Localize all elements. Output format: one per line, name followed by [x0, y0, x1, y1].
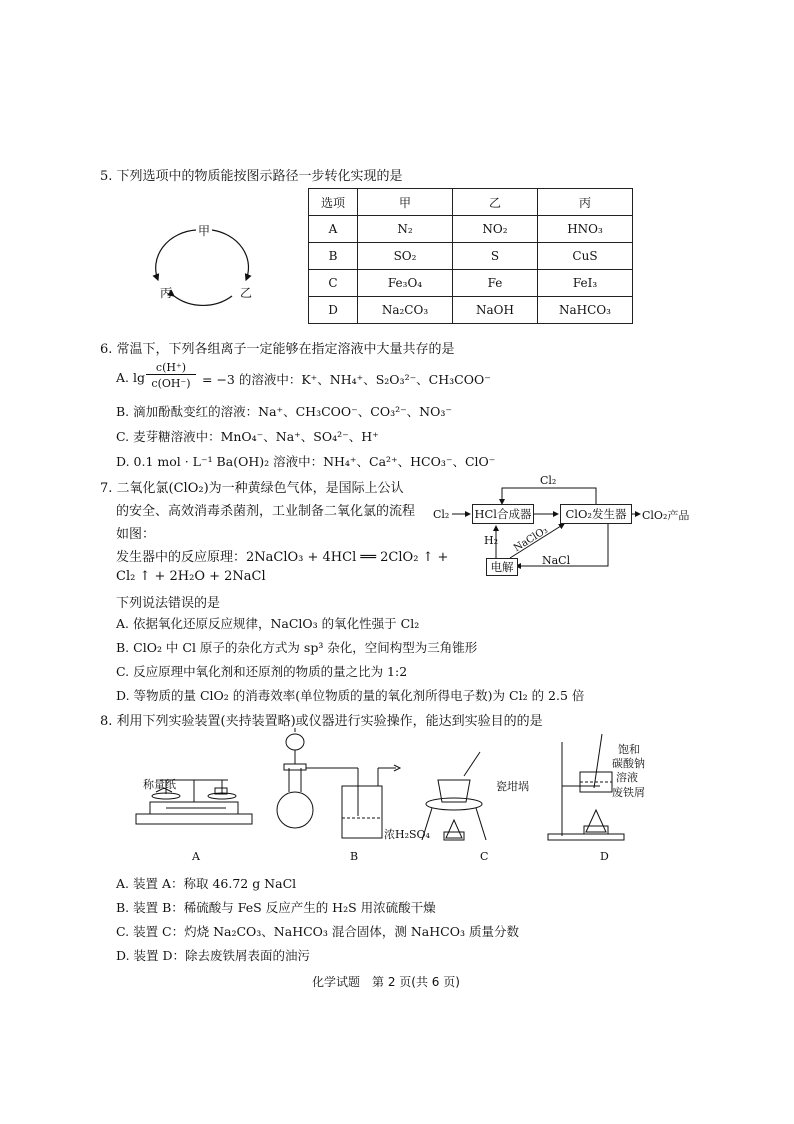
q6-stem: 6. 常温下，下列各组离子一定能够在指定溶液中大量共存的是: [100, 342, 455, 357]
cell: Na₂CO₃: [358, 297, 453, 324]
figure-label-b: B: [350, 850, 359, 863]
figure-label-a: A: [192, 850, 200, 863]
q7-line5: Cl₂ ↑ + 2H₂O + 2NaCl: [116, 569, 266, 584]
callout-d-solution: 溶液: [616, 771, 638, 784]
callout-d-sodium-carbonate: 碳酸钠: [612, 757, 645, 770]
cell: FeI₃: [538, 270, 633, 297]
page-footer: 化学试题 第 2 页(共 6 页): [312, 975, 460, 989]
figure-label-c: C: [480, 850, 489, 863]
q6-option-a-prefix: A. lg: [116, 370, 145, 385]
q8-option-c: C. 装置 C：灼烧 Na₂CO₃、NaHCO₃ 混合固体，测 NaHCO₃ 质量分数: [116, 924, 519, 939]
callout-weighing-paper: 称量纸: [143, 778, 176, 791]
gas-generator-figure: [277, 728, 400, 838]
callout-d-saturated: 饱和: [618, 743, 640, 756]
cell: HNO₃: [538, 216, 633, 243]
q8-option-d: D. 装置 D：除去废铁屑表面的油污: [116, 948, 311, 963]
q8-stem: 8. 利用下列实验装置(夹持装置略)或仪器进行实验操作，能达到实验目的的是: [100, 714, 543, 729]
cycle-jia: 甲: [198, 224, 211, 238]
cell: A: [309, 216, 358, 243]
flow-naclo3: NaClO₃: [511, 524, 550, 555]
figure-label-d: D: [600, 850, 609, 863]
flow-h2: H₂: [484, 534, 499, 547]
q7-line2: 的安全、高效消毒杀菌剂，工业制备二氧化氯的流程: [116, 504, 416, 519]
flow-cl2-top: Cl₂: [540, 474, 557, 487]
q8-option-a: A. 装置 A：称取 46.72 g NaCl: [116, 876, 297, 891]
q6-option-a-text: = −3 的溶液中：K⁺、NH₄⁺、S₂O₃²⁻、CH₃COO⁻: [202, 372, 491, 387]
q7-line4: 发生器中的反应原理：2NaClO₃ + 4HCl ══ 2ClO₂ ↑ +: [116, 550, 449, 565]
callout-d-scrap-iron: 废铁屑: [612, 786, 645, 799]
cycle-yi: 乙: [240, 286, 253, 300]
cell: NaHCO₃: [538, 297, 633, 324]
cell: D: [309, 297, 358, 324]
cell: B: [309, 243, 358, 270]
callout-porcelain-crucible: 瓷坩埚: [496, 780, 529, 793]
q5-stem: 5. 下列选项中的物质能按图示路径一步转化实现的是: [100, 169, 403, 184]
q7-option-c: C. 反应原理中氧化剂和还原剂的物质的量之比为 1:2: [116, 664, 408, 679]
th-bing: 丙: [538, 189, 633, 216]
q7-flow-diagram: [430, 474, 700, 584]
flow-hcl-box: HCl合成器: [472, 504, 534, 524]
cell: Fe₃O₄: [358, 270, 453, 297]
crucible-figure: [422, 752, 486, 840]
q6-option-d: D. 0.1 mol · L⁻¹ Ba(OH)₂ 溶液中：NH₄⁺、Ca²⁺、HCO₃⁻、ClO⁻: [116, 454, 496, 469]
flow-cl2-in: Cl₂: [433, 508, 450, 521]
cell: NaOH: [453, 297, 538, 324]
th-jia: 甲: [358, 189, 453, 216]
cell: N₂: [358, 216, 453, 243]
flow-clo2-box: ClO₂发生器: [560, 504, 632, 524]
th-yi: 乙: [453, 189, 538, 216]
q5-options-table: [308, 188, 633, 324]
q7-line6: 下列说法错误的是: [116, 596, 221, 611]
flow-nacl: NaCl: [542, 554, 571, 567]
q6-option-b: B. 滴加酚酞变红的溶液：Na⁺、CH₃COO⁻、CO₃²⁻、NO₃⁻: [116, 404, 452, 419]
q7-option-a: A. 依据氧化还原反应规律，NaClO₃ 的氧化性强于 Cl₂: [116, 616, 420, 631]
callout-conc-h2so4: 浓H₂SO₄: [384, 828, 430, 841]
q8-option-b: B. 装置 B：稀硫酸与 FeS 反应产生的 H₂S 用浓硫酸干燥: [116, 900, 436, 915]
q6-option-a-denominator: c(OH⁻): [151, 377, 191, 390]
q7-option-b: B. ClO₂ 中 Cl 原子的杂化方式为 sp³ 杂化，空间构型为三角锥形: [116, 640, 478, 655]
q6-option-a-numerator: c(H⁺): [146, 361, 196, 375]
cell: S: [453, 243, 538, 270]
flow-electrolysis-box: 电解: [486, 558, 518, 576]
flow-product: ClO₂产品: [642, 509, 690, 522]
cell: C: [309, 270, 358, 297]
cell: NO₂: [453, 216, 538, 243]
q7-line1: 7. 二氧化氯(ClO₂)为一种黄绿色气体，是国际上公认: [100, 481, 404, 496]
th-option: 选项: [309, 189, 358, 216]
cell: Fe: [453, 270, 538, 297]
cycle-bing: 丙: [160, 286, 173, 300]
q6-option-c: C. 麦芽糖溶液中：MnO₄⁻、Na⁺、SO₄²⁻、H⁺: [116, 429, 379, 444]
q7-option-d: D. 等物质的量 ClO₂ 的消毒效率(单位物质的量的氧化剂所得电子数)为 Cl₂ 的 2.5 倍: [116, 688, 585, 703]
cell: SO₂: [358, 243, 453, 270]
cell: CuS: [538, 243, 633, 270]
q7-line3: 如图：: [116, 527, 156, 542]
